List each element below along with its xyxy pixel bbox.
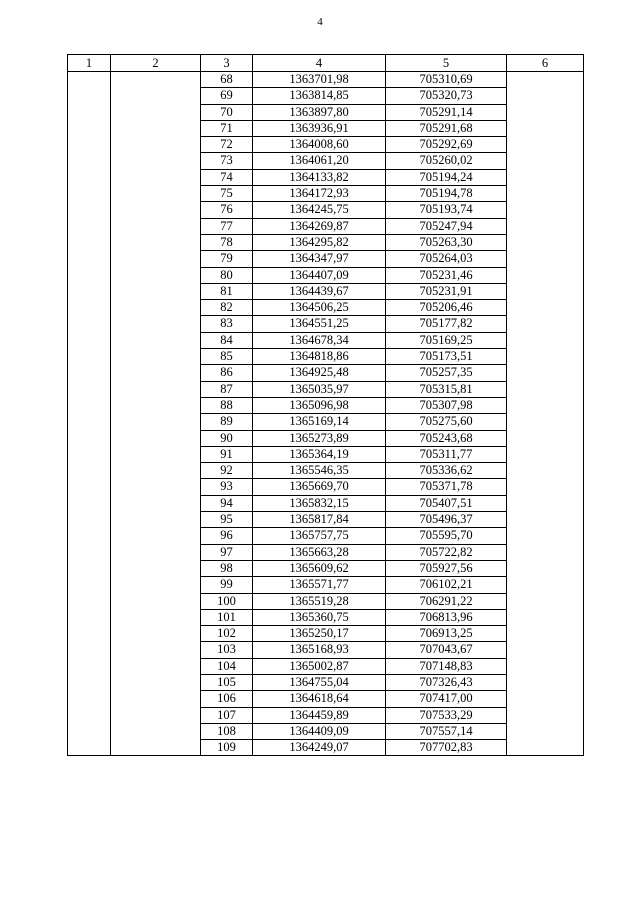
x-coordinate-cell: 1364407,09	[253, 267, 386, 283]
y-coordinate-cell: 705231,46	[386, 267, 507, 283]
x-coordinate-cell: 1363936,91	[253, 120, 386, 136]
x-coordinate-cell: 1365096,98	[253, 397, 386, 413]
point-number-cell: 78	[201, 234, 253, 250]
point-number-cell: 82	[201, 300, 253, 316]
y-coordinate-cell: 705291,14	[386, 104, 507, 120]
point-number-cell: 97	[201, 544, 253, 560]
x-coordinate-cell: 1365250,17	[253, 626, 386, 642]
point-number-cell: 104	[201, 658, 253, 674]
y-coordinate-cell: 705371,78	[386, 479, 507, 495]
y-coordinate-cell: 707557,14	[386, 723, 507, 739]
x-coordinate-cell: 1365364,19	[253, 446, 386, 462]
x-coordinate-cell: 1365663,28	[253, 544, 386, 560]
point-number-cell: 69	[201, 88, 253, 104]
x-coordinate-cell: 1364245,75	[253, 202, 386, 218]
x-coordinate-cell: 1365571,77	[253, 577, 386, 593]
y-coordinate-cell: 705243,68	[386, 430, 507, 446]
x-coordinate-cell: 1365817,84	[253, 512, 386, 528]
y-coordinate-cell: 705927,56	[386, 560, 507, 576]
y-coordinate-cell: 705257,35	[386, 365, 507, 381]
point-number-cell: 72	[201, 137, 253, 153]
y-coordinate-cell: 705206,46	[386, 300, 507, 316]
x-coordinate-cell: 1365669,70	[253, 479, 386, 495]
x-coordinate-cell: 1364347,97	[253, 251, 386, 267]
y-coordinate-cell: 707533,29	[386, 707, 507, 723]
point-number-cell: 79	[201, 251, 253, 267]
y-coordinate-cell: 705247,94	[386, 218, 507, 234]
y-coordinate-cell: 705173,51	[386, 349, 507, 365]
page-number: 4	[317, 16, 323, 28]
header-col-5: 5	[386, 55, 507, 72]
point-number-cell: 105	[201, 674, 253, 690]
y-coordinate-cell: 707148,83	[386, 658, 507, 674]
y-coordinate-cell: 705407,51	[386, 495, 507, 511]
header-col-4: 4	[253, 55, 386, 72]
header-col-6: 6	[507, 55, 584, 72]
point-number-cell: 103	[201, 642, 253, 658]
empty-cell-col-6	[507, 72, 584, 756]
point-number-cell: 80	[201, 267, 253, 283]
point-number-cell: 90	[201, 430, 253, 446]
x-coordinate-cell: 1365832,15	[253, 495, 386, 511]
point-number-cell: 70	[201, 104, 253, 120]
y-coordinate-cell: 705307,98	[386, 397, 507, 413]
x-coordinate-cell: 1365519,28	[253, 593, 386, 609]
point-number-cell: 91	[201, 446, 253, 462]
y-coordinate-cell: 705315,81	[386, 381, 507, 397]
table-row	[68, 72, 584, 88]
table-body	[68, 72, 584, 756]
y-coordinate-cell: 705320,73	[386, 88, 507, 104]
y-coordinate-cell: 705311,77	[386, 446, 507, 462]
point-number-cell: 68	[201, 72, 253, 88]
y-coordinate-cell: 705275,60	[386, 414, 507, 430]
x-coordinate-cell: 1364618,64	[253, 691, 386, 707]
point-number-cell: 74	[201, 169, 253, 185]
point-number-cell: 83	[201, 316, 253, 332]
point-number-cell: 94	[201, 495, 253, 511]
y-coordinate-cell: 707417,00	[386, 691, 507, 707]
x-coordinate-cell: 1364459,89	[253, 707, 386, 723]
point-number-cell: 92	[201, 463, 253, 479]
y-coordinate-cell: 705260,02	[386, 153, 507, 169]
x-coordinate-cell: 1364133,82	[253, 169, 386, 185]
point-number-cell: 81	[201, 283, 253, 299]
y-coordinate-cell: 705722,82	[386, 544, 507, 560]
y-coordinate-cell: 706102,21	[386, 577, 507, 593]
point-number-cell: 98	[201, 560, 253, 576]
y-coordinate-cell: 706291,22	[386, 593, 507, 609]
point-number-cell: 73	[201, 153, 253, 169]
x-coordinate-cell: 1363701,98	[253, 72, 386, 88]
y-coordinate-cell: 705231,91	[386, 283, 507, 299]
x-coordinate-cell: 1365757,75	[253, 528, 386, 544]
y-coordinate-cell: 705496,37	[386, 512, 507, 528]
x-coordinate-cell: 1365273,89	[253, 430, 386, 446]
x-coordinate-cell: 1364755,04	[253, 674, 386, 690]
y-coordinate-cell: 705291,68	[386, 120, 507, 136]
empty-cell-col-2	[111, 72, 201, 756]
y-coordinate-cell: 707043,67	[386, 642, 507, 658]
point-number-cell: 108	[201, 723, 253, 739]
point-number-cell: 96	[201, 528, 253, 544]
x-coordinate-cell: 1365035,97	[253, 381, 386, 397]
point-number-cell: 84	[201, 332, 253, 348]
y-coordinate-cell: 706913,25	[386, 626, 507, 642]
point-number-cell: 76	[201, 202, 253, 218]
x-coordinate-cell: 1365169,14	[253, 414, 386, 430]
point-number-cell: 100	[201, 593, 253, 609]
table-header-row	[68, 55, 584, 72]
y-coordinate-cell: 705292,69	[386, 137, 507, 153]
x-coordinate-cell: 1364925,48	[253, 365, 386, 381]
point-number-cell: 93	[201, 479, 253, 495]
x-coordinate-cell: 1365168,93	[253, 642, 386, 658]
point-number-cell: 87	[201, 381, 253, 397]
point-number-cell: 75	[201, 186, 253, 202]
point-number-cell: 95	[201, 512, 253, 528]
x-coordinate-cell: 1364172,93	[253, 186, 386, 202]
x-coordinate-cell: 1365546,35	[253, 463, 386, 479]
y-coordinate-cell: 705194,78	[386, 186, 507, 202]
x-coordinate-cell: 1364409,09	[253, 723, 386, 739]
x-coordinate-cell: 1364061,20	[253, 153, 386, 169]
x-coordinate-cell: 1364008,60	[253, 137, 386, 153]
point-number-cell: 99	[201, 577, 253, 593]
point-number-cell: 86	[201, 365, 253, 381]
point-number-cell: 106	[201, 691, 253, 707]
x-coordinate-cell: 1364506,25	[253, 300, 386, 316]
y-coordinate-cell: 707326,43	[386, 674, 507, 690]
point-number-cell: 85	[201, 349, 253, 365]
y-coordinate-cell: 705263,30	[386, 234, 507, 250]
x-coordinate-cell: 1363897,80	[253, 104, 386, 120]
y-coordinate-cell: 705595,70	[386, 528, 507, 544]
y-coordinate-cell: 706813,96	[386, 609, 507, 625]
y-coordinate-cell: 705193,74	[386, 202, 507, 218]
y-coordinate-cell: 705310,69	[386, 72, 507, 88]
empty-cell-col-1	[68, 72, 111, 756]
point-number-cell: 88	[201, 397, 253, 413]
x-coordinate-cell: 1365360,75	[253, 609, 386, 625]
point-number-cell: 71	[201, 120, 253, 136]
point-number-cell: 77	[201, 218, 253, 234]
x-coordinate-cell: 1363814,85	[253, 88, 386, 104]
header-col-3: 3	[201, 55, 253, 72]
x-coordinate-cell: 1364269,87	[253, 218, 386, 234]
header-col-2: 2	[111, 55, 201, 72]
header-col-1: 1	[68, 55, 111, 72]
coordinates-table	[67, 54, 584, 756]
x-coordinate-cell: 1364439,67	[253, 283, 386, 299]
x-coordinate-cell: 1364818,86	[253, 349, 386, 365]
point-number-cell: 109	[201, 740, 253, 756]
x-coordinate-cell: 1364678,34	[253, 332, 386, 348]
x-coordinate-cell: 1364551,25	[253, 316, 386, 332]
y-coordinate-cell: 705169,25	[386, 332, 507, 348]
point-number-cell: 89	[201, 414, 253, 430]
point-number-cell: 101	[201, 609, 253, 625]
x-coordinate-cell: 1364249,07	[253, 740, 386, 756]
y-coordinate-cell: 705264,03	[386, 251, 507, 267]
y-coordinate-cell: 705177,82	[386, 316, 507, 332]
x-coordinate-cell: 1365609,62	[253, 560, 386, 576]
y-coordinate-cell: 705336,62	[386, 463, 507, 479]
y-coordinate-cell: 707702,83	[386, 740, 507, 756]
x-coordinate-cell: 1365002,87	[253, 658, 386, 674]
point-number-cell: 102	[201, 626, 253, 642]
x-coordinate-cell: 1364295,82	[253, 234, 386, 250]
y-coordinate-cell: 705194,24	[386, 169, 507, 185]
point-number-cell: 107	[201, 707, 253, 723]
